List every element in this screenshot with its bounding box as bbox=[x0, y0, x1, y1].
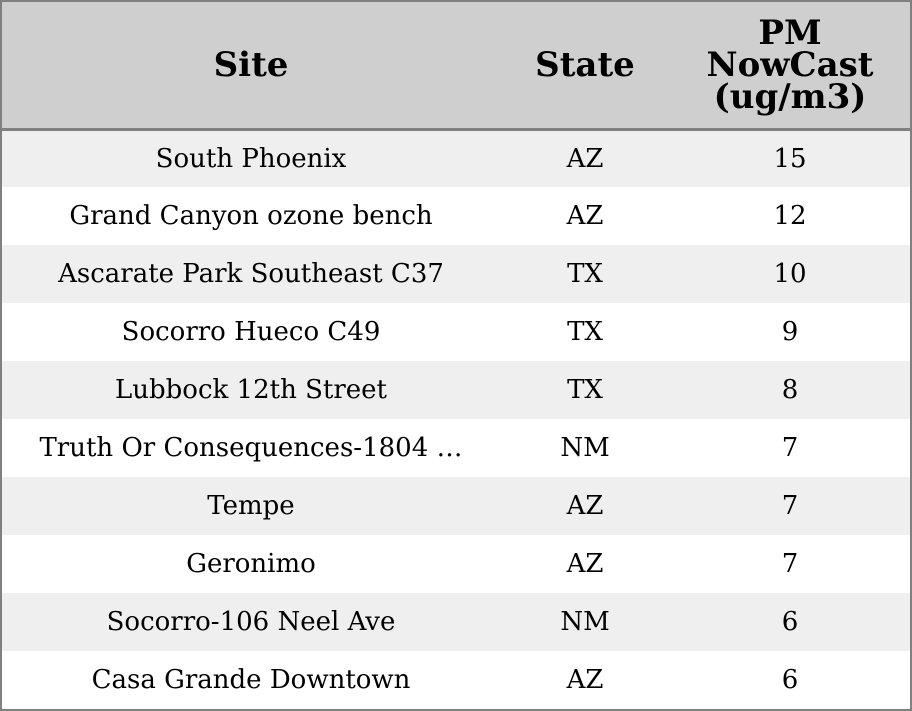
pm-value-cell: 6 bbox=[781, 665, 799, 695]
table-row bbox=[2, 593, 910, 651]
site-cell: South Phoenix bbox=[155, 143, 347, 174]
table-row bbox=[2, 419, 910, 477]
site-cell: Grand Canyon ozone bench bbox=[69, 201, 433, 231]
site-cell: Lubbock 12th Street bbox=[115, 375, 387, 405]
site-cell: Ascarate Park Southeast C37 bbox=[58, 259, 444, 289]
pm-value-cell: 8 bbox=[781, 375, 799, 405]
table-row bbox=[2, 187, 910, 245]
state-cell: AZ bbox=[566, 143, 604, 174]
state-cell: TX bbox=[567, 317, 603, 347]
table-header bbox=[2, 2, 910, 129]
state-cell: NM bbox=[560, 607, 610, 637]
site-cell: Casa Grande Downtown bbox=[91, 665, 411, 695]
table-row bbox=[2, 303, 910, 361]
table-row bbox=[2, 651, 910, 709]
header-row bbox=[2, 2, 910, 129]
state-cell: NM bbox=[560, 433, 610, 463]
site-cell: Socorro-106 Neel Ave bbox=[106, 607, 396, 637]
site-cell: Tempe bbox=[207, 491, 295, 521]
pm-value-cell: 9 bbox=[781, 317, 799, 347]
table-body bbox=[2, 129, 910, 709]
table-row bbox=[2, 535, 910, 593]
state-cell: AZ bbox=[566, 201, 604, 231]
site-cell: Truth Or Consequences-1804 … bbox=[39, 433, 463, 463]
pm-value-cell: 10 bbox=[773, 259, 807, 289]
site-cell: Geronimo bbox=[186, 549, 316, 579]
table-row bbox=[2, 477, 910, 535]
state-cell: AZ bbox=[566, 491, 604, 521]
column-header-site: Site bbox=[2, 2, 500, 129]
table-row bbox=[2, 129, 910, 187]
pm-value-cell: 15 bbox=[773, 143, 807, 174]
pm-value-cell: 6 bbox=[781, 607, 799, 637]
state-cell: AZ bbox=[566, 665, 604, 695]
state-cell: TX bbox=[567, 375, 603, 405]
column-header-state: State bbox=[500, 2, 670, 129]
table-row bbox=[2, 245, 910, 303]
pm-value-cell: 7 bbox=[781, 491, 799, 521]
site-cell: Socorro Hueco C49 bbox=[121, 317, 381, 347]
pm-value-cell: 12 bbox=[773, 201, 807, 231]
pm-value-cell: 7 bbox=[781, 549, 799, 579]
pm-value-cell: 7 bbox=[781, 433, 799, 463]
state-cell: AZ bbox=[566, 549, 604, 579]
state-cell: TX bbox=[567, 259, 603, 289]
data-table bbox=[2, 2, 910, 709]
table-row bbox=[2, 361, 910, 419]
column-header-pm-nowcast: PM NowCast (ug/m3) bbox=[670, 2, 910, 129]
